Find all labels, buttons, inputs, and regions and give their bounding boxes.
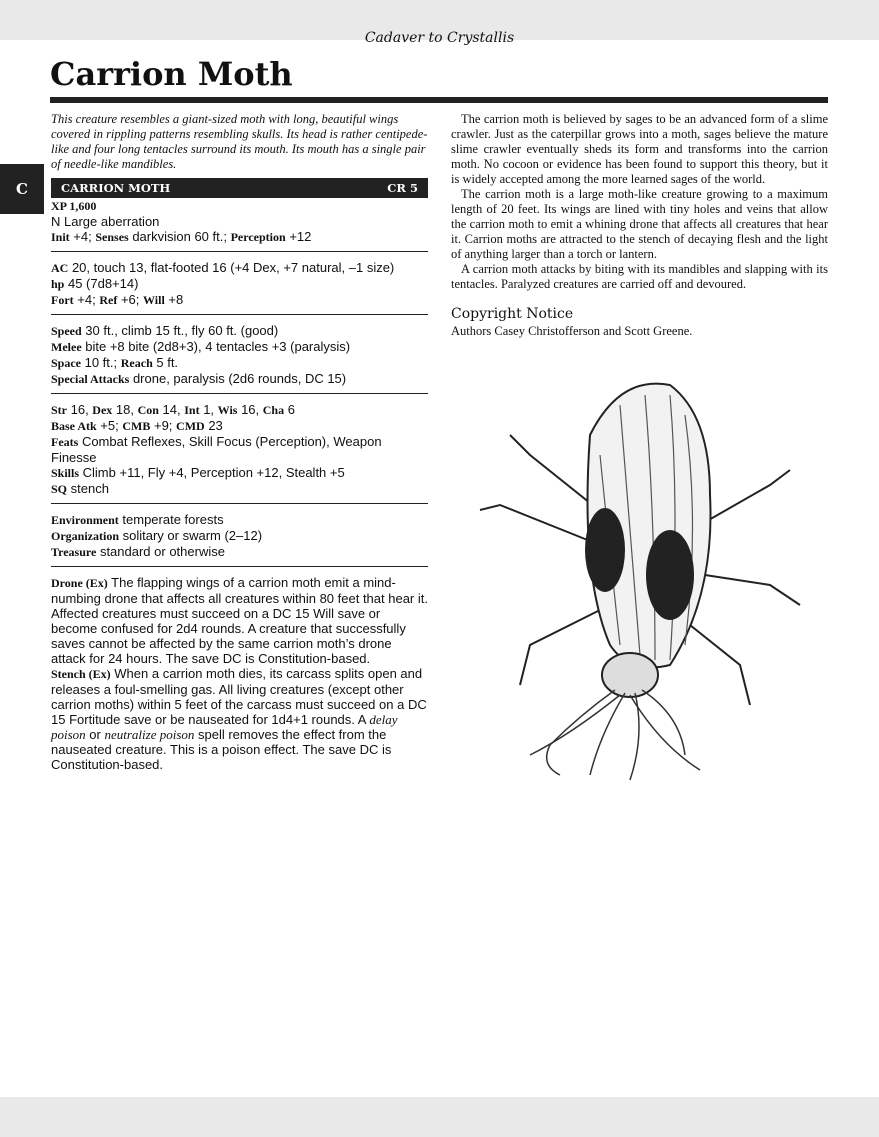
moth-leg bbox=[700, 470, 790, 525]
statblock-init: Init +4; Senses darkvision 60 ft.; Perception +12 bbox=[51, 229, 312, 244]
statblock-environment: Environment temperate forests bbox=[51, 512, 224, 527]
statblock-xp: XP 1,600 bbox=[51, 199, 97, 213]
moth-leg bbox=[690, 625, 750, 705]
statblock-cr: CR 5 bbox=[387, 181, 418, 195]
moth-leg bbox=[520, 605, 610, 685]
statblock-combat: Base Atk +5; CMB +9; CMD 23 bbox=[51, 418, 223, 433]
moth-leg bbox=[705, 575, 800, 605]
ability-drone: Drone (Ex) The flapping wings of a carrion moth emit a mind-numbing drone that affects all creatures within 80 feet that hear it. Affected creatures must succeed on a DC 15 Will save or become confused for 2d4 rounds. A creature that successfully saves cannot be affected by the same carrion moth’s drone attack for 24 hours. The save DC is Constitution-based. bbox=[51, 575, 428, 666]
wing-spot bbox=[585, 508, 625, 592]
carrion-moth-illustration bbox=[470, 375, 810, 795]
body-paragraph: The carrion moth is a large moth-like creature growing to a maximum length of 20 feet. Its wings are lined with tiny holes and veins that allow the carrion moth to emit a whining drone that affects all creatures that hear it. Carrion moths are attracted to the stench of decaying flesh and the light of anything larger than a torch or lantern. bbox=[451, 187, 828, 261]
statblock-space: Space 10 ft.; Reach 5 ft. bbox=[51, 355, 179, 370]
statblock-melee: Melee bite +8 bite (2d8+3), 4 tentacles +3 (paralysis) bbox=[51, 339, 351, 354]
body-paragraph: A carrion moth attacks by biting with its mandibles and slapping with its tentacles. Paralyzed creatures are carried off and devoured. bbox=[451, 262, 828, 291]
statblock-feats: Feats Combat Reflexes, Skill Focus (Perception), Weapon Finesse bbox=[51, 434, 382, 465]
ability-stench: Stench (Ex) When a carrion moth dies, its carcass splits open and releases a foul-smelling gas. All living creatures (except other carrion moths) within 5 feet of the carcass must succeed on a DC 15 Fortitude save or be nauseated for 1d4+1 rounds. A delay poison or neutralize poison spell removes the effect from the nauseated creature. This is a poison effect. The save DC is Constitution-based. bbox=[51, 666, 427, 772]
statblock-special-attacks: Special Attacks drone, paralysis (2d6 rounds, DC 15) bbox=[51, 371, 347, 386]
statblock-skills: Skills Climb +11, Fly +4, Perception +12, Stealth +5 bbox=[51, 465, 345, 480]
divider bbox=[51, 393, 428, 394]
section-tab: C bbox=[0, 164, 44, 214]
wing-spot bbox=[646, 530, 694, 620]
body-paragraph: The carrion moth is believed by sages to be an advanced form of a slime crawler. Just as the caterpillar grows into a moth, sages believe the mature slime crawler eventually sheds its form and transforms into the carrion moth. No cocoon or evidence has been found to support this theory, but it is widely accepted among the more learned sages of the world. bbox=[451, 112, 828, 186]
divider bbox=[51, 251, 428, 252]
page-title: Carrion Moth bbox=[50, 55, 293, 93]
statblock-sq: SQ stench bbox=[51, 481, 109, 496]
statblock-organization: Organization solitary or swarm (2–12) bbox=[51, 528, 263, 543]
spell-neutralize-poison: neutralize poison bbox=[104, 727, 195, 742]
divider bbox=[51, 503, 428, 504]
left-column bbox=[51, 112, 428, 772]
copyright-text: Authors Casey Christofferson and Scott Greene. bbox=[451, 324, 693, 338]
divider bbox=[51, 566, 428, 567]
divider bbox=[51, 314, 428, 315]
statblock-hp: hp 45 (7d8+14) bbox=[51, 276, 139, 291]
statblock-abilities: Str 16, Dex 18, Con 14, Int 1, Wis 16, Cha 6 bbox=[51, 402, 295, 417]
running-head: Cadaver to Crystallis bbox=[364, 30, 515, 46]
decorative-border-bottom bbox=[0, 1097, 879, 1137]
statblock-ac: AC 20, touch 13, flat-footed 16 (+4 Dex, +7 natural, –1 size) bbox=[51, 260, 395, 275]
spell-delay-poison: delay poison bbox=[51, 712, 398, 742]
right-column bbox=[451, 112, 828, 339]
statblock-name: CARRION MOTH bbox=[61, 181, 171, 195]
title-rule bbox=[50, 97, 828, 103]
statblock-speed: Speed 30 ft., climb 15 ft., fly 60 ft. (good) bbox=[51, 323, 279, 338]
statblock-treasure: Treasure standard or otherwise bbox=[51, 544, 225, 559]
statblock-saves: Fort +4; Ref +6; Will +8 bbox=[51, 292, 184, 307]
statblock-type: N Large aberration bbox=[51, 214, 160, 229]
moth-leg bbox=[480, 505, 600, 545]
intro-text: This creature resembles a giant-sized moth with long, beautiful wings covered in rippling patterns resembling skulls. Its head is rather centipede-like and four long tentacles surround its mouth. Its mouth has a single pair of needle-like mandibles. bbox=[51, 112, 428, 171]
moth-tentacles bbox=[530, 690, 700, 780]
copyright-title: Copyright Notice bbox=[451, 306, 574, 322]
statblock-header bbox=[51, 178, 428, 198]
moth-head bbox=[602, 653, 658, 697]
